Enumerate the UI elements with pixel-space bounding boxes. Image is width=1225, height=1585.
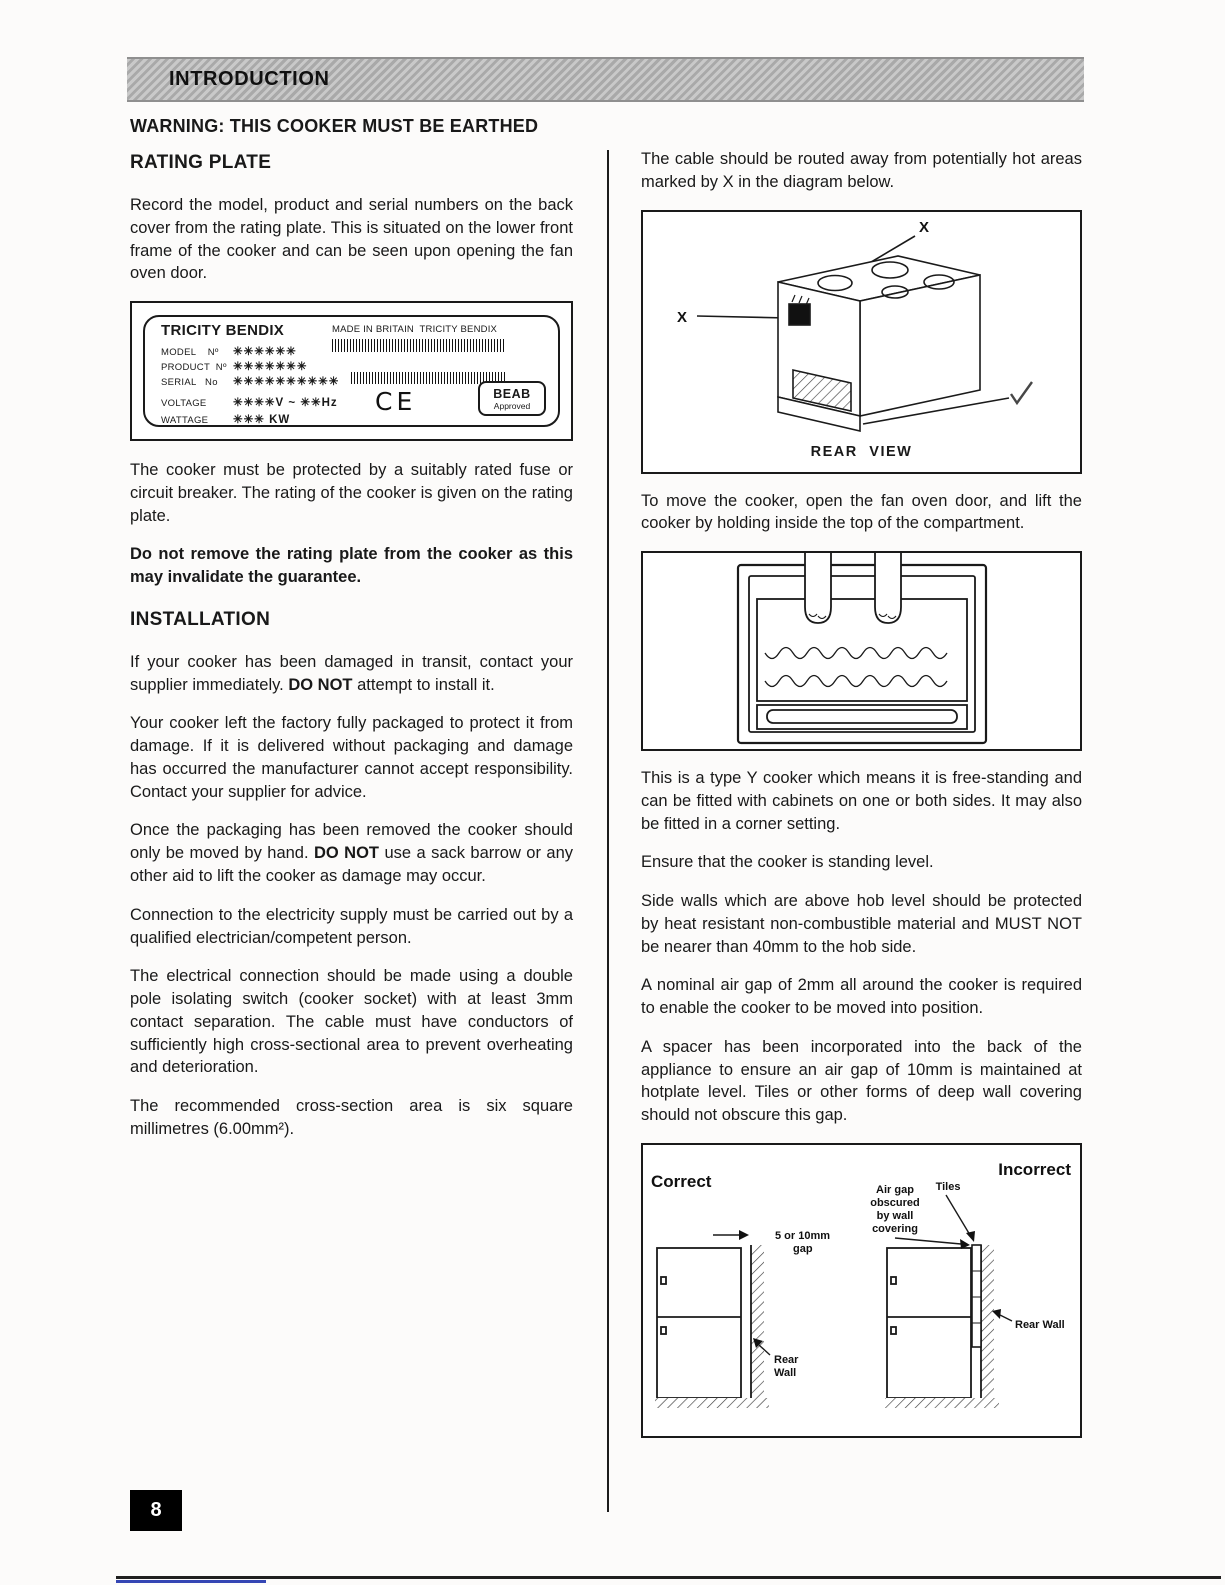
plate-origin: MADE IN BRITAIN TRICITY BENDIX (332, 324, 498, 336)
wattage-label: WATTAGE (161, 415, 209, 427)
check-icon (1011, 382, 1032, 403)
floor-hatch-left (655, 1398, 769, 1408)
rating-plate (143, 315, 560, 427)
left-column (130, 152, 573, 1157)
air-gap-label-line2: obscured (870, 1197, 920, 1210)
rear-wall-right-label: Rear Wall (1015, 1319, 1065, 1332)
installation-paragraph-1 (130, 651, 573, 697)
column-divider (607, 150, 609, 1512)
plate-model-row (161, 344, 297, 358)
installation-heading: INSTALLATION (130, 608, 271, 630)
oven-cavity (757, 599, 967, 701)
type-y-paragraph: This is a type Y cooker which means it is free-standing and can be fitted with cabinets on one or both sides. It may also be fitted in a corner setting. (641, 769, 1082, 833)
standing-level-paragraph: Ensure that the cooker is standing level. (641, 853, 934, 872)
rating-plate-figure (130, 301, 573, 441)
correct-label: Correct (651, 1172, 712, 1192)
para3-post: use a sack barrow or any other aid to lift the cooker as damage may occur. (130, 844, 573, 886)
model-label: MODEL Nº (161, 347, 219, 359)
installation-paragraph-4: Connection to the electricity supply must be carried out by a qualified electrician/competent person. (130, 905, 573, 947)
gap-comparison-figure (641, 1143, 1082, 1438)
page-number: 8 (130, 1490, 182, 1531)
serial-label: SERIAL No (161, 377, 218, 389)
product-label: PRODUCT Nº (161, 362, 227, 374)
rear-wall-left-hatch (751, 1245, 764, 1403)
tiles-arrow-line (946, 1195, 970, 1235)
tiles-arrow-head (966, 1231, 975, 1242)
rear-view-caption: REAR VIEW (810, 443, 913, 460)
installation-paragraph-3 (130, 819, 573, 887)
spacer-paragraph: A spacer has been incorporated into the back of the appliance to ensure an air gap of 10mm is maintained at hotplate level. Tiles or other forms of deep wall covering should not obscure this gap. (641, 1037, 1082, 1125)
para1-post: attempt to install it. (352, 675, 495, 694)
cooker-left (657, 1248, 741, 1398)
scan-artifact-line (116, 1576, 1221, 1579)
right-column (641, 148, 1082, 1454)
fuse-paragraph: The cooker must be protected by a suitably rated fuse or circuit breaker. The rating of the cooker is given on the rating plate. (130, 461, 573, 525)
plate-serial-row (161, 374, 339, 388)
gap-arrow-head (739, 1230, 749, 1240)
para1-pre: If your cooker has been damaged in transit, contact your supplier immediately. (130, 652, 573, 694)
x-side-pointer-line (697, 316, 789, 318)
para1-do-not: DO NOT (288, 675, 353, 694)
serial-value: ✳✳✳✳✳✳✳✳✳✳ (233, 376, 340, 389)
air-gap-arrow-line (895, 1238, 961, 1244)
rear-wall-right-arrow-line (1000, 1315, 1012, 1321)
plate-brand: TRICITY BENDIX (161, 322, 285, 340)
beab-approval-badge (478, 381, 546, 416)
floor-hatch-right (885, 1398, 999, 1408)
plate-voltage-row (161, 395, 338, 409)
rear-wall-right-hatch (981, 1245, 994, 1403)
air-gap-label-line4: covering (872, 1223, 918, 1236)
lifting-diagram (643, 553, 1080, 749)
cooker-rear-illustration (697, 236, 1032, 431)
beab-subtitle: Approved (493, 401, 531, 412)
move-cooker-paragraph: To move the cooker, open the fan oven door, and lift the cooker by holding inside the top of the compartment. (641, 491, 1082, 533)
gap-label-line1: 5 or 10mm (775, 1230, 831, 1243)
rear-wall-left-label-line1: Rear (774, 1354, 799, 1367)
product-value: ✳✳✳✳✳✳✳ (233, 361, 308, 374)
air-gap-label-line3: by wall (876, 1210, 914, 1223)
installation-paragraph-2: Your cooker left the factory fully packaged to protect it from damage. If it is delivered without packaging and damage has occurred the manufacturer cannot accept responsibility. Contact your supplier for advice. (130, 714, 573, 801)
para3-do-not: DO NOT (314, 844, 380, 863)
air-gap-paragraph: A nominal air gap of 2mm all around the cooker is required to enable the cooker to be moved into position. (641, 976, 1082, 1018)
model-value: ✳✳✳✳✳✳ (233, 346, 297, 359)
rating-plate-paragraph: Record the model, product and serial numbers on the back cover from the rating plate. This is situated on the lower front frame of the cooker and can be seen upon opening the fan oven door. (130, 196, 573, 283)
tiles-layer (972, 1245, 981, 1347)
para3-pre: Once the packaging has been removed the cooker should only be moved by hand. (130, 821, 573, 863)
rear-view-figure (641, 210, 1082, 474)
rating-plate-heading: RATING PLATE (130, 152, 272, 173)
section-title: INTRODUCTION (169, 68, 330, 90)
gap-label-line2: gap (793, 1243, 813, 1256)
rear-wall-left-label-line2: Wall (774, 1367, 797, 1380)
incorrect-label: Incorrect (998, 1160, 1071, 1180)
air-gap-label-line1: Air gap (876, 1184, 914, 1197)
voltage-value: ✳✳✳✳V ~ ✳✳Hz (233, 397, 338, 410)
right-arm (875, 553, 901, 623)
cooker-right (887, 1248, 971, 1398)
plate-product-row (161, 359, 307, 373)
gap-comparison-diagram (643, 1145, 1080, 1436)
plate-wattage-row (161, 412, 290, 426)
wattage-value: ✳✳✳ KW (233, 414, 291, 427)
tiles-label: Tiles (935, 1181, 961, 1194)
side-walls-paragraph: Side walls which are above hob level should be protected by heat resistant non-combustible material and MUST NOT be nearer than 40mm to the hob side. (641, 892, 1082, 956)
cable-routing-paragraph: The cable should be routed away from potentially hot areas marked by X in the diagram below. (641, 150, 1082, 191)
scan-artifact-blue-line (116, 1580, 266, 1583)
terminal-block (789, 304, 810, 325)
lifting-figure (641, 551, 1082, 751)
warning-heading: WARNING: THIS COOKER MUST BE EARTHED (130, 116, 539, 136)
barcode-model (332, 339, 506, 352)
section-header-bar (127, 57, 1084, 102)
guarantee-warning-paragraph: Do not remove the rating plate from the cooker as this may invalidate the guarantee. (130, 545, 573, 587)
installation-paragraph-6: The recommended cross-section area is six square millimetres (6.00mm²). (130, 1097, 573, 1138)
installation-paragraph-5: The electrical connection should be made using a double pole isolating switch (cooker socket) with at least 3mm contact separation. The cable must have conductors of sufficiently high cross-sectional area to prevent overheating and deterioration. (130, 967, 573, 1077)
rear-view-diagram (643, 212, 1080, 444)
voltage-label: VOLTAGE (161, 398, 207, 410)
x-marker-top: X (919, 218, 930, 236)
x-marker-side: X (677, 308, 688, 326)
left-arm (805, 553, 831, 623)
beab-title: BEAB (493, 387, 531, 402)
oven-lift-illustration (738, 553, 986, 743)
ce-mark: CE (375, 387, 417, 417)
correct-installation-drawing (655, 1230, 770, 1408)
